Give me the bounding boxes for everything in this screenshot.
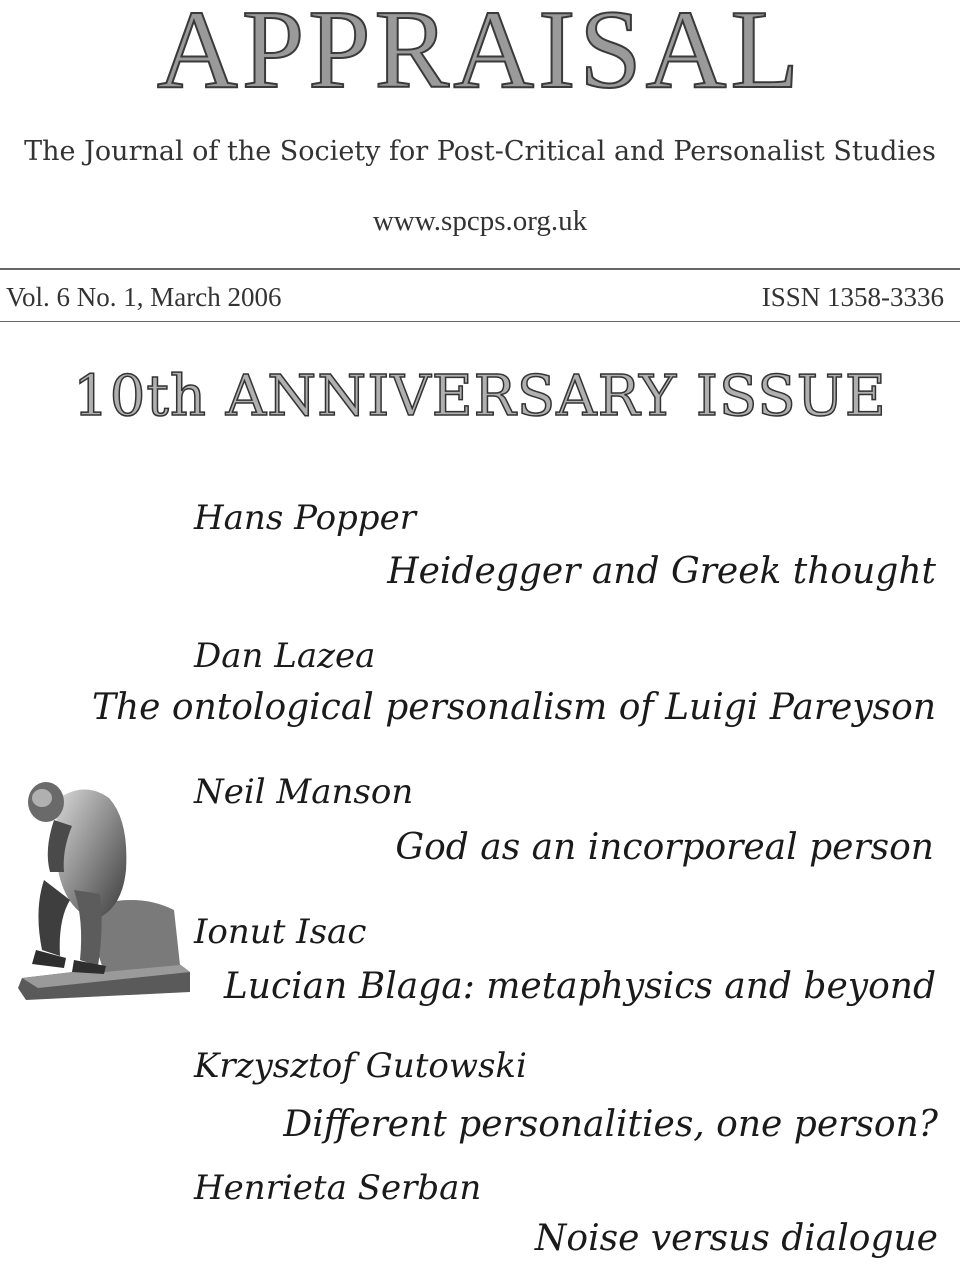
article-title: Lucian Blaga: metaphysics and beyond [223,966,936,1007]
author-name: Hans Popper [194,498,416,538]
article-title: God as an incorporeal person [395,827,934,868]
top-divider [0,268,960,270]
article-title: Noise versus dialogue [534,1218,938,1259]
author-name: Neil Manson [194,772,414,812]
author-name: Dan Lazea [194,636,376,676]
article-title: Heidegger and Greek thought [387,551,936,592]
bottom-divider [0,321,960,322]
thinker-statue-image [14,760,194,1000]
article-title: The ontological personalism of Luigi Pareyson [91,687,936,728]
article-title: Different personalities, one person? [283,1104,938,1145]
journal-url[interactable]: www.spcps.org.uk [372,205,588,237]
author-name: Henrieta Serban [194,1168,482,1208]
issn-number: ISSN 1358-3336 [761,282,944,312]
volume-info: Vol. 6 No. 1, March 2006 [6,282,282,312]
journal-subtitle: The Journal of the Society for Post-Critical and Personalist Studies [24,136,936,167]
author-name: Ionut Isac [194,912,367,952]
anniversary-banner: 10th ANNIVERSARY ISSUE [73,364,887,429]
author-name: Krzysztof Gutowski [194,1046,527,1086]
journal-masthead: APPRAISAL [157,0,803,112]
